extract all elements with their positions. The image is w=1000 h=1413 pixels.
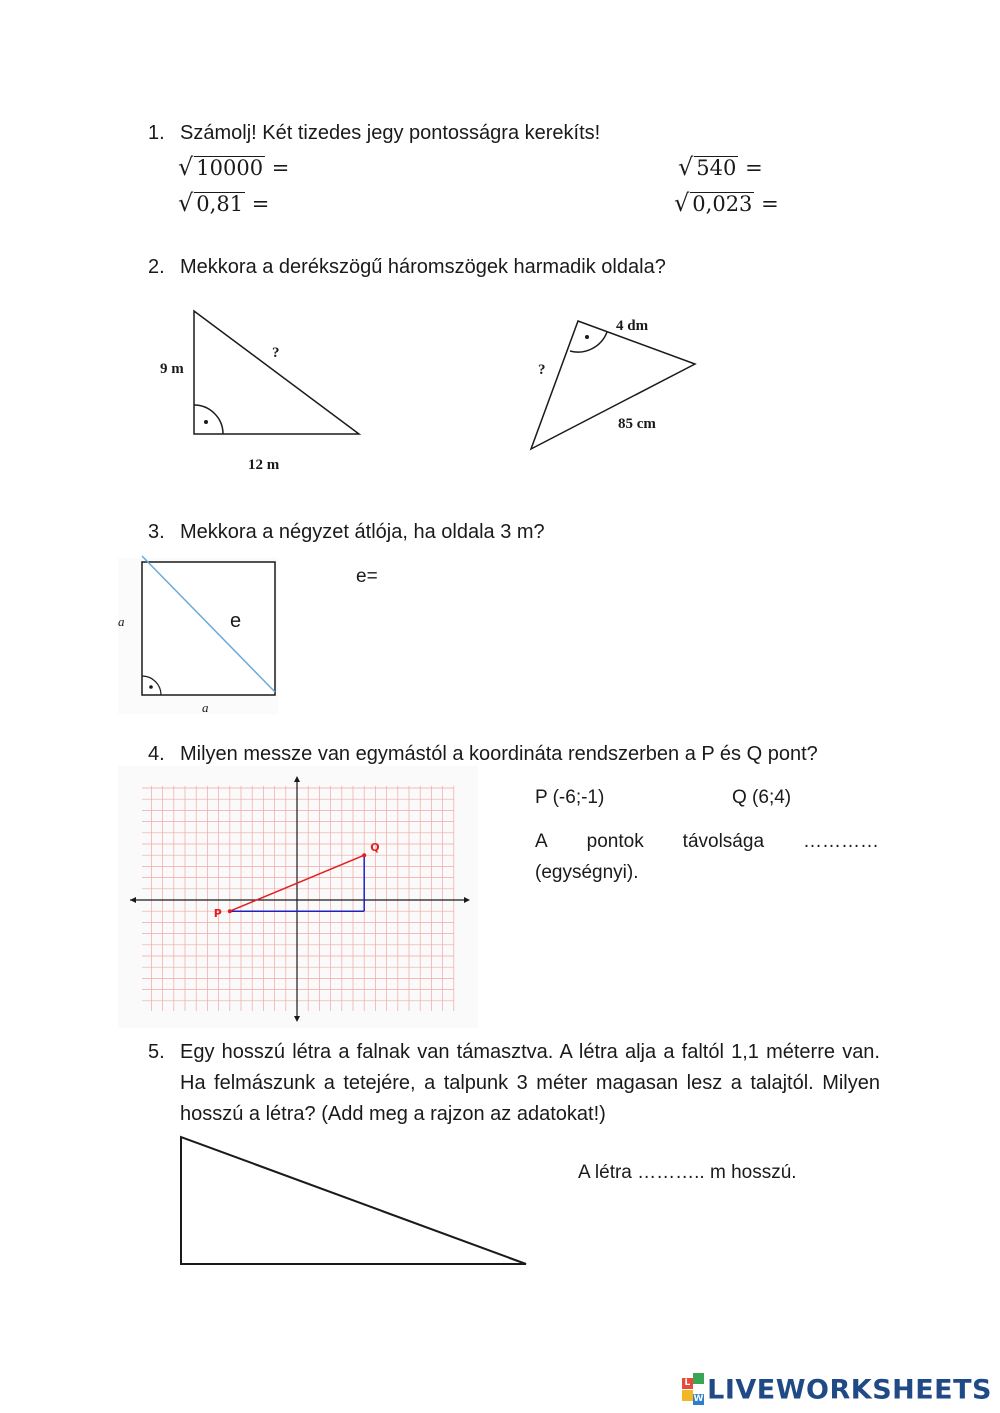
q4-question: Milyen messze van egymástól a koordináta rendszerben a P és Q pont? — [180, 743, 818, 765]
q2-question: Mekkora a derékszögű háromszögek harmadik oldala? — [180, 256, 666, 278]
q5-number: 5. — [148, 1041, 165, 1063]
tri1-bottom-label: 12 m — [248, 457, 280, 473]
right-angle-mark — [194, 405, 223, 434]
p-coordinate: P (-6;-1) — [535, 787, 605, 808]
square-diagonal-label: e — [230, 610, 242, 632]
point-p — [228, 909, 232, 913]
radical-icon: √ — [678, 153, 694, 181]
point-q — [362, 853, 366, 857]
q4-number: 4. — [148, 743, 165, 765]
q1-question: Számolj! Két tizedes jegy pontosságra kerekíts! — [180, 122, 601, 144]
triangle-2 — [531, 321, 695, 449]
tri1-left-label: 9 m — [160, 361, 184, 377]
ladder-triangle — [170, 1130, 540, 1270]
q5-question: Egy hosszú létra a falnak van támasztva. A létra alja a faltól 1,1 méterre van. Ha felmászunk a tetejére, a talpunk 3 méter magasan lesz a talajtól. Milyen hosszú a létra? (Add meg a rajzon az adatokat!) — [180, 1041, 880, 1125]
q2-triangles — [0, 0, 1000, 520]
q-coordinate: Q (6;4) — [732, 787, 792, 808]
sqrt-10000: √ 10000 = — [178, 153, 290, 181]
q4-answer-unit: (egységnyi). — [535, 862, 639, 883]
point-p-label: P — [213, 907, 222, 921]
tri2-top-label: 4 dm — [616, 318, 649, 334]
q4-answer-line: A pontok távolsága ………… — [535, 831, 879, 852]
logo-icon: L W — [681, 1373, 705, 1397]
square-figure — [118, 552, 288, 722]
distance-blank[interactable]: ………… — [802, 831, 879, 852]
q5-answer: A létra ……….. m hosszú. — [578, 1162, 797, 1183]
sqrt-0-81: √ 0,81 = — [178, 189, 270, 217]
right-angle-mark — [570, 332, 607, 352]
sqrt-0-023: √ 0,023 = — [674, 189, 779, 217]
radical-icon: √ — [674, 189, 690, 217]
coordinate-system — [118, 766, 478, 1028]
radical-icon: √ — [178, 189, 194, 217]
q2-number: 2. — [148, 256, 165, 278]
liveworksheets-logo: L W LIVEWORKSHEETS — [681, 1373, 992, 1406]
square-side-bottom-label: a — [202, 700, 209, 715]
tri2-hyp-label: 85 cm — [618, 416, 656, 432]
square-side-left-label: a — [118, 614, 125, 629]
q1-number: 1. — [148, 122, 165, 144]
radical-icon: √ — [178, 153, 194, 181]
q3-answer-label: e= — [356, 566, 378, 587]
q3-question: Mekkora a négyzet átlója, ha oldala 3 m? — [180, 521, 545, 543]
point-q-label: Q — [370, 841, 380, 855]
tri1-hyp-label: ? — [272, 345, 280, 361]
triangle-1 — [194, 311, 359, 434]
sqrt-540: √ 540 = — [678, 153, 763, 181]
q3-number: 3. — [148, 521, 165, 543]
tri2-left-label: ? — [538, 362, 546, 378]
